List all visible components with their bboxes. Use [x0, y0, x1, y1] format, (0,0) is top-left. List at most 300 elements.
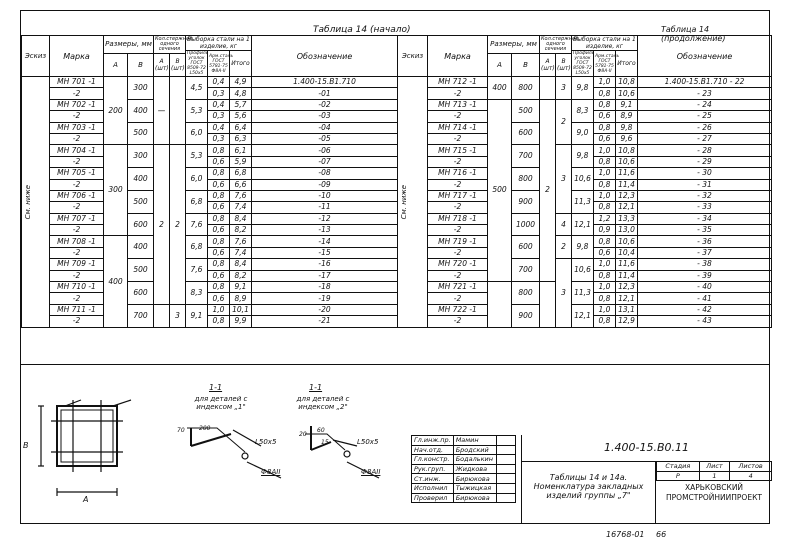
rebar-cell: 0,8	[594, 99, 616, 110]
rebar-cell: 0,3	[208, 88, 230, 99]
doc-code: 1.400-15.В0.11	[522, 435, 771, 462]
marka-cell: -2	[428, 156, 488, 167]
staff-role: Ст.инж.	[412, 474, 454, 484]
dim-b-label: В	[23, 441, 29, 450]
marka-cell: -2	[50, 179, 104, 190]
staff-signature	[496, 483, 515, 493]
table-row	[398, 77, 772, 88]
total-cell: 7,6	[230, 236, 252, 247]
col-rebar: Арм.сталь ГОСТ 5781-75 Ф8А-II	[594, 51, 616, 77]
staff-signature	[496, 455, 515, 465]
staff-row	[412, 493, 516, 503]
kol-b-cell: 3	[556, 77, 572, 100]
staff-name: Тыжицкая	[453, 483, 496, 493]
dim-20: 20	[299, 431, 307, 438]
profile-cell: 9,1	[186, 304, 208, 327]
section-divider	[21, 364, 769, 365]
total-cell: 9,6	[616, 133, 638, 144]
total-cell: 11,6	[616, 168, 638, 179]
staff-signature	[496, 436, 515, 446]
designation-cell: -13	[252, 225, 398, 236]
designation-cell: - 30	[638, 168, 772, 179]
profile-cell: 10,6	[572, 259, 594, 282]
designation-cell: - 39	[638, 270, 772, 281]
kol-a-cell: 2	[154, 145, 170, 304]
size-b-cell: 900	[512, 190, 540, 213]
designation-cell: - 40	[638, 282, 772, 293]
table-row	[22, 316, 398, 327]
size-b-cell: 800	[512, 282, 540, 305]
total-cell: 12,3	[616, 282, 638, 293]
rebar-cell: 1,0	[594, 259, 616, 270]
table-row	[398, 145, 772, 156]
table-row	[22, 259, 398, 270]
table-row	[398, 213, 772, 224]
marka-cell: -2	[50, 316, 104, 327]
total-cell: 8,9	[616, 111, 638, 122]
left-table-title: Таблица 14 (начало)	[313, 25, 411, 35]
rebar-cell: 0,8	[594, 316, 616, 327]
marka-cell: -2	[50, 133, 104, 144]
total-cell: 11,4	[616, 270, 638, 281]
rebar-cell: 1,0	[594, 77, 616, 88]
kol-a-cell	[540, 282, 556, 328]
col-b-sht: В (шт)	[556, 54, 572, 77]
marka-cell: -2	[50, 202, 104, 213]
col-oboz: Обозначение	[638, 36, 772, 77]
total-cell: 6,8	[230, 168, 252, 179]
size-b-cell: 600	[512, 236, 540, 259]
angle-label-1: L50х5	[255, 438, 277, 446]
designation-cell: - 26	[638, 122, 772, 133]
rebar-cell: 0,8	[594, 88, 616, 99]
total-cell: 8,4	[230, 213, 252, 224]
doc-title-line-1: Таблицы 14 и 14а.	[549, 473, 628, 482]
total-cell: 13,1	[616, 304, 638, 315]
rebar-cell: 0,6	[594, 133, 616, 144]
dim-60: 60	[317, 427, 325, 434]
total-cell: 10,6	[616, 156, 638, 167]
profile-cell: 7,6	[186, 259, 208, 282]
col-b: В	[512, 54, 540, 77]
designation-cell: - 27	[638, 133, 772, 144]
staff-row	[412, 474, 516, 484]
size-a-cell: 400	[104, 236, 128, 327]
marka-cell: -2	[50, 293, 104, 304]
profile-cell: 8,3	[186, 282, 208, 305]
section-1-title: 1-1	[209, 383, 223, 392]
designation-cell: -20	[252, 304, 398, 315]
size-b-cell: 700	[512, 259, 540, 282]
rebar-label-1: Ф8АII	[261, 468, 281, 476]
table-row	[398, 304, 772, 315]
designation-cell: -21	[252, 316, 398, 327]
rebar-cell: 1,0	[594, 282, 616, 293]
rebar-cell: 0,4	[208, 77, 230, 88]
profile-cell: 5,3	[186, 145, 208, 168]
rebar-cell: 0,8	[208, 168, 230, 179]
col-sizes: Размеры, мм	[104, 36, 154, 54]
col-a: А	[488, 54, 512, 77]
designation-cell: - 24	[638, 99, 772, 110]
sheet-value: 1	[699, 471, 730, 481]
col-eskiz: Эскиз	[22, 36, 50, 77]
staff-name: Бирюкова	[453, 493, 496, 503]
designation-cell: - 23	[638, 88, 772, 99]
col-a: А	[104, 54, 128, 77]
sheet-header: Лист	[699, 462, 730, 472]
kol-b-cell: 3	[170, 304, 186, 327]
marka-cell: МН 714 -1	[428, 122, 488, 133]
profile-cell: 9,8	[572, 236, 594, 259]
marka-cell: МН 707 -1	[50, 213, 104, 224]
org-line-1: ХАРЬКОВСКИЙ	[684, 483, 744, 492]
kol-b-cell	[170, 77, 186, 145]
designation-cell: - 28	[638, 145, 772, 156]
table-row	[22, 168, 398, 179]
staff-row	[412, 445, 516, 455]
designation-cell: -05	[252, 133, 398, 144]
col-steel: Выборка стали на 1 изделие, кг	[573, 36, 636, 50]
profile-cell: 9,0	[572, 122, 594, 145]
table-row	[22, 133, 398, 144]
rebar-cell: 0,8	[208, 190, 230, 201]
marka-cell: МН 711 -1	[50, 304, 104, 315]
marka-cell: -2	[50, 111, 104, 122]
marka-cell: МН 704 -1	[50, 145, 104, 156]
stage-value: Р	[657, 471, 700, 481]
designation-cell: -14	[252, 236, 398, 247]
designation-cell: - 36	[638, 236, 772, 247]
kol-b-cell: 3	[556, 259, 572, 327]
total-cell: 8,9	[230, 293, 252, 304]
designation-cell: -09	[252, 179, 398, 190]
marka-cell: МН 705 -1	[50, 168, 104, 179]
total-cell: 10,1	[230, 304, 252, 315]
table-row	[22, 282, 398, 293]
marka-cell: -2	[428, 293, 488, 304]
size-b-cell: 500	[128, 122, 154, 145]
col-a-sht: А (шт)	[540, 54, 556, 77]
marka-cell: МН 701 -1	[50, 77, 104, 88]
profile-cell: 7,6	[186, 213, 208, 236]
col-itogo: Итого	[616, 51, 638, 77]
profile-cell: 11,3	[572, 190, 594, 213]
total-cell: 10,6	[616, 236, 638, 247]
profile-cell: 4,5	[186, 77, 208, 100]
staff-signature	[496, 474, 515, 484]
profile-cell: 9,8	[572, 145, 594, 168]
size-b-cell: 600	[512, 122, 540, 145]
staff-signature	[496, 464, 515, 474]
drawing-sheet	[20, 10, 770, 524]
staff-name: Жидкова	[453, 464, 496, 474]
col-oboz: Обозначение	[252, 36, 398, 77]
staff-role: Проверил	[412, 493, 454, 503]
dim-70: 70	[177, 427, 185, 434]
table-row	[22, 179, 398, 190]
kol-b-cell: 2	[556, 99, 572, 145]
marka-cell: -2	[428, 111, 488, 122]
total-cell: 6,4	[230, 122, 252, 133]
staff-role: Нач.отд.	[412, 445, 454, 455]
marka-cell: МН 706 -1	[50, 190, 104, 201]
designation-cell: - 38	[638, 259, 772, 270]
staff-row	[412, 483, 516, 493]
total-cell: 6,3	[230, 133, 252, 144]
rebar-cell: 1,0	[594, 168, 616, 179]
table-row	[398, 259, 772, 270]
table-row	[22, 236, 398, 247]
table-row	[22, 145, 398, 156]
marka-cell: МН 722 -1	[428, 304, 488, 315]
size-b-cell: 500	[128, 190, 154, 213]
col-a-sht: А (шт)	[154, 54, 170, 77]
staff-role: Гл.инж.пр.	[412, 436, 454, 446]
total-cell: 13,3	[616, 213, 638, 224]
org-line-2: ПРОМСТРОЙНИИПРОЕКТ	[666, 493, 762, 502]
marka-cell: МН 703 -1	[50, 122, 104, 133]
marka-cell: МН 716 -1	[428, 168, 488, 179]
profile-cell: 6,0	[186, 168, 208, 191]
col-marka: Марка	[428, 36, 488, 77]
total-cell: 6,1	[230, 145, 252, 156]
designation-cell: - 37	[638, 247, 772, 258]
total-cell: 11,4	[616, 179, 638, 190]
size-b-cell: 300	[128, 77, 154, 100]
eskiz-note: См. ниже	[400, 184, 408, 219]
rebar-cell: 0,6	[208, 156, 230, 167]
size-a-cell: 200	[104, 77, 128, 145]
table-row	[22, 225, 398, 236]
archive-number: 16768-01	[606, 530, 645, 539]
profile-cell: 12,1	[572, 213, 594, 236]
left-spec-table	[21, 35, 398, 328]
kol-a-cell: —	[154, 77, 170, 145]
rebar-cell: 1,0	[208, 304, 230, 315]
eskiz-cell	[398, 77, 428, 328]
page-number: 66	[656, 530, 667, 539]
table-row	[22, 122, 398, 133]
staff-name: Мамин	[453, 436, 496, 446]
designation-cell: -16	[252, 259, 398, 270]
total-cell: 5,9	[230, 156, 252, 167]
rebar-label-2: Ф8АII	[361, 468, 381, 476]
designation-cell: 1.400-15.В1.710 - 22	[638, 77, 772, 88]
stage-table	[656, 461, 772, 481]
col-marka: Марка	[50, 36, 104, 77]
total-cell: 12,9	[616, 316, 638, 327]
staff-row	[412, 436, 516, 446]
total-cell: 11,6	[616, 259, 638, 270]
marka-cell: МН 721 -1	[428, 282, 488, 293]
rebar-cell: 1,0	[594, 190, 616, 201]
profile-cell: 10,6	[572, 168, 594, 191]
rebar-cell: 0,3	[208, 111, 230, 122]
table-row	[22, 111, 398, 122]
total-cell: 8,2	[230, 225, 252, 236]
kol-b-cell: 2	[556, 236, 572, 259]
rebar-cell: 0,8	[208, 236, 230, 247]
total-cell: 5,7	[230, 99, 252, 110]
rebar-cell: 0,8	[594, 270, 616, 281]
designation-cell: - 34	[638, 213, 772, 224]
doc-title-line-3: изделий группы „7"	[546, 491, 631, 500]
size-b-cell: 400	[128, 236, 154, 259]
staff-row	[412, 464, 516, 474]
kol-b-cell: 3	[556, 145, 572, 213]
marka-cell: МН 719 -1	[428, 236, 488, 247]
staff-table	[411, 435, 516, 503]
designation-cell: -19	[252, 293, 398, 304]
total-cell: 9,1	[230, 282, 252, 293]
rebar-cell: 0,6	[208, 202, 230, 213]
col-sizes: Размеры, мм	[488, 36, 540, 54]
col-kol: Кол.стержней одного сечения	[541, 36, 579, 52]
marka-cell: -2	[428, 88, 488, 99]
table-row	[398, 236, 772, 247]
marka-cell: МН 717 -1	[428, 190, 488, 201]
total-cell: 4,9	[230, 77, 252, 88]
size-a-cell: 400	[488, 77, 512, 100]
sheets-header: Листов	[730, 462, 772, 472]
size-b-cell: 600	[128, 282, 154, 305]
total-cell: 10,8	[616, 145, 638, 156]
right-table-title: Таблица 14 (продолжение)	[661, 25, 726, 43]
total-cell: 10,4	[616, 247, 638, 258]
doc-title-line-2: Номенклатура закладных	[533, 482, 644, 491]
total-cell: 12,1	[616, 202, 638, 213]
rebar-cell: 0,6	[594, 247, 616, 258]
rebar-cell: 0,4	[208, 122, 230, 133]
designation-cell: - 42	[638, 304, 772, 315]
kol-b-cell: 4	[556, 213, 572, 236]
col-b-sht: В (шт)	[170, 54, 186, 77]
marka-cell: -2	[50, 225, 104, 236]
sheets-value: 4	[730, 471, 772, 481]
designation-cell: -11	[252, 202, 398, 213]
table-row	[22, 77, 398, 88]
rebar-cell: 0,8	[208, 259, 230, 270]
table-row	[398, 99, 772, 110]
designation-cell: - 43	[638, 316, 772, 327]
size-b-cell: 500	[512, 99, 540, 122]
section-2-title: 1-1	[309, 383, 323, 392]
designation-cell: - 31	[638, 179, 772, 190]
designation-cell: -10	[252, 190, 398, 201]
size-b-cell: 800	[512, 77, 540, 100]
marka-cell: МН 715 -1	[428, 145, 488, 156]
eskiz-note: См. ниже	[24, 184, 32, 219]
table-row	[22, 293, 398, 304]
col-eskiz: Эскиз	[398, 36, 428, 77]
stage-header: Стадия	[657, 462, 700, 472]
table-row	[398, 282, 772, 293]
profile-cell: 6,0	[186, 122, 208, 145]
table-row	[22, 270, 398, 281]
staff-role: Исполнил	[412, 483, 454, 493]
total-cell: 7,4	[230, 247, 252, 258]
marka-cell: -2	[50, 156, 104, 167]
total-cell: 10,8	[616, 77, 638, 88]
col-rebar: Арм.сталь ГОСТ 5781-75 Ф8А-II	[208, 51, 230, 77]
designation-cell: 1.400-15.В1.710	[252, 77, 398, 88]
size-a-cell	[488, 282, 512, 328]
kol-a-cell: 2	[540, 99, 556, 281]
rebar-cell: 0,8	[594, 179, 616, 190]
table-row	[398, 122, 772, 133]
table-row	[22, 247, 398, 258]
staff-signature	[496, 445, 515, 455]
total-cell: 7,6	[230, 190, 252, 201]
designation-cell: - 41	[638, 293, 772, 304]
rebar-cell: 1,0	[594, 145, 616, 156]
size-b-cell: 1000	[512, 213, 540, 236]
designation-cell: -06	[252, 145, 398, 156]
size-b-cell: 700	[512, 145, 540, 168]
total-cell: 9,9	[230, 316, 252, 327]
size-b-cell: 300	[128, 145, 154, 168]
table-row	[22, 156, 398, 167]
table-row	[22, 190, 398, 201]
size-b-cell: 600	[128, 213, 154, 236]
marka-cell: МН 710 -1	[50, 282, 104, 293]
kol-b-cell: 2	[170, 145, 186, 304]
profile-cell: 9,8	[572, 77, 594, 100]
designation-cell: -18	[252, 282, 398, 293]
total-cell: 9,1	[616, 99, 638, 110]
detail-2-caption: для деталей с индексом „2"	[296, 395, 350, 411]
size-b-cell: 400	[128, 168, 154, 191]
col-profile: Профиль уголок ГОСТ 8509-72 L50х5	[573, 51, 595, 76]
rebar-cell: 0,8	[208, 145, 230, 156]
rebar-cell: 0,8	[594, 293, 616, 304]
profile-cell: 5,3	[186, 99, 208, 122]
marka-cell: МН 709 -1	[50, 259, 104, 270]
marka-cell: МН 713 -1	[428, 99, 488, 110]
eskiz-cell	[22, 77, 50, 328]
staff-row	[412, 455, 516, 465]
table-row	[22, 213, 398, 224]
dim-15: 15	[321, 439, 329, 446]
size-a-cell: 500	[488, 99, 512, 281]
profile-cell: 8,3	[572, 99, 594, 122]
marka-cell: -2	[428, 225, 488, 236]
marka-cell: -2	[428, 179, 488, 190]
col-steel: Выборка стали на 1 изделие, кг	[187, 36, 250, 50]
col-itogo: Итого	[230, 51, 252, 77]
rebar-cell: 0,6	[208, 247, 230, 258]
marka-cell: МН 720 -1	[428, 259, 488, 270]
total-cell: 12,1	[616, 293, 638, 304]
designation-cell: -02	[252, 99, 398, 110]
rebar-cell: 1,0	[594, 304, 616, 315]
total-cell: 9,8	[616, 122, 638, 133]
staff-role: Рук.груп.	[412, 464, 454, 474]
dim-a-label: А	[83, 495, 89, 504]
rebar-cell: 0,4	[208, 99, 230, 110]
staff-name: Бодалькин	[453, 455, 496, 465]
size-b-cell: 900	[512, 304, 540, 327]
marka-cell: -2	[50, 88, 104, 99]
marka-cell: -2	[428, 202, 488, 213]
rebar-cell: 0,8	[594, 236, 616, 247]
designation-cell: -17	[252, 270, 398, 281]
marka-cell: МН 708 -1	[50, 236, 104, 247]
profile-cell: 6,8	[186, 190, 208, 213]
designation-cell: -04	[252, 122, 398, 133]
col-profile: Профиль уголок ГОСТ 8509-72 L50х5	[187, 51, 209, 76]
